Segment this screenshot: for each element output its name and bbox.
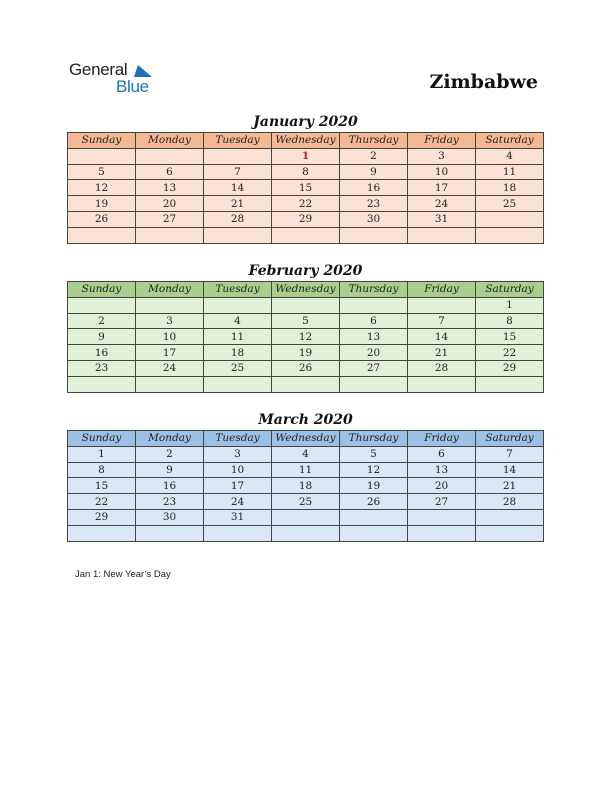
weekday-header: Friday xyxy=(408,431,476,447)
day-cell: 18 xyxy=(204,345,272,361)
weekday-header: Tuesday xyxy=(204,431,272,447)
calendar-grid xyxy=(67,430,544,542)
day-cell: 21 xyxy=(476,478,544,494)
day-cell: 23 xyxy=(340,196,408,212)
day-cell: 29 xyxy=(476,360,544,376)
day-cell: 18 xyxy=(476,180,544,196)
day-cell: 12 xyxy=(272,329,340,345)
day-cell: 24 xyxy=(204,494,272,510)
week-row xyxy=(68,297,544,313)
day-cell: 21 xyxy=(408,345,476,361)
day-cell: 30 xyxy=(340,211,408,227)
day-cell: 18 xyxy=(272,478,340,494)
day-cell xyxy=(136,376,204,392)
day-cell: 9 xyxy=(340,164,408,180)
day-cell: 24 xyxy=(136,360,204,376)
day-cell: 28 xyxy=(408,360,476,376)
day-cell xyxy=(272,376,340,392)
day-cell xyxy=(476,227,544,243)
day-cell: 30 xyxy=(136,509,204,525)
holiday-list: Jan 1: New Year’s Day xyxy=(75,569,171,580)
day-cell xyxy=(68,227,136,243)
day-cell: 1 xyxy=(68,446,136,462)
day-cell: 22 xyxy=(476,345,544,361)
weekday-header: Tuesday xyxy=(204,282,272,298)
calendar-grid xyxy=(67,132,544,244)
day-cell: 26 xyxy=(68,211,136,227)
day-cell: 23 xyxy=(136,494,204,510)
day-cell: 20 xyxy=(340,345,408,361)
day-cell: 20 xyxy=(136,196,204,212)
day-cell: 14 xyxy=(408,329,476,345)
day-cell: 12 xyxy=(340,462,408,478)
day-cell: 10 xyxy=(136,329,204,345)
day-cell: 17 xyxy=(136,345,204,361)
day-cell: 13 xyxy=(340,329,408,345)
weekday-header: Wednesday xyxy=(272,133,340,149)
weekday-header: Monday xyxy=(136,282,204,298)
day-cell: 15 xyxy=(68,478,136,494)
day-cell: 7 xyxy=(204,164,272,180)
month-title: February 2020 xyxy=(248,263,363,279)
day-cell xyxy=(204,376,272,392)
day-cell: 16 xyxy=(136,478,204,494)
day-cell: 7 xyxy=(408,313,476,329)
day-cell xyxy=(68,376,136,392)
day-cell xyxy=(68,525,136,541)
day-cell: 8 xyxy=(476,313,544,329)
day-cell xyxy=(340,376,408,392)
week-row xyxy=(68,462,544,478)
weekday-header: Thursday xyxy=(340,431,408,447)
day-cell xyxy=(340,525,408,541)
day-cell: 4 xyxy=(204,313,272,329)
day-cell: 27 xyxy=(340,360,408,376)
month-january xyxy=(67,112,544,244)
weekday-header: Saturday xyxy=(476,133,544,149)
day-cell: 6 xyxy=(408,446,476,462)
day-cell: 7 xyxy=(476,446,544,462)
weekday-header: Saturday xyxy=(476,431,544,447)
day-cell xyxy=(408,525,476,541)
day-cell: 26 xyxy=(272,360,340,376)
day-cell: 1 xyxy=(272,148,340,164)
day-cell: 3 xyxy=(408,148,476,164)
day-cell: 29 xyxy=(272,211,340,227)
week-row xyxy=(68,313,544,329)
day-cell xyxy=(476,525,544,541)
week-row xyxy=(68,360,544,376)
day-cell: 2 xyxy=(340,148,408,164)
day-cell: 3 xyxy=(204,446,272,462)
day-cell xyxy=(136,148,204,164)
day-cell: 19 xyxy=(68,196,136,212)
day-cell xyxy=(272,525,340,541)
day-cell: 28 xyxy=(204,211,272,227)
week-row xyxy=(68,446,544,462)
week-row xyxy=(68,478,544,494)
weekday-header: Sunday xyxy=(68,133,136,149)
weekday-header: Thursday xyxy=(340,133,408,149)
weekday-header: Monday xyxy=(136,133,204,149)
day-cell: 15 xyxy=(272,180,340,196)
day-cell: 10 xyxy=(204,462,272,478)
day-cell: 27 xyxy=(408,494,476,510)
weekday-header: Thursday xyxy=(340,282,408,298)
week-row xyxy=(68,148,544,164)
day-cell: 5 xyxy=(68,164,136,180)
day-cell: 16 xyxy=(340,180,408,196)
day-cell xyxy=(204,227,272,243)
day-cell xyxy=(408,509,476,525)
day-cell xyxy=(204,297,272,313)
weekday-header: Wednesday xyxy=(272,282,340,298)
day-cell: 10 xyxy=(408,164,476,180)
day-cell xyxy=(340,509,408,525)
day-cell xyxy=(408,227,476,243)
week-row xyxy=(68,329,544,345)
day-cell: 13 xyxy=(408,462,476,478)
day-cell xyxy=(408,376,476,392)
weekday-header: Monday xyxy=(136,431,204,447)
day-cell: 22 xyxy=(272,196,340,212)
day-cell: 17 xyxy=(204,478,272,494)
day-cell: 20 xyxy=(408,478,476,494)
calendar-grid xyxy=(67,281,544,393)
week-row xyxy=(68,494,544,510)
day-cell: 25 xyxy=(272,494,340,510)
day-cell xyxy=(68,148,136,164)
day-cell xyxy=(476,376,544,392)
day-cell xyxy=(272,297,340,313)
day-cell: 2 xyxy=(136,446,204,462)
weekday-header: Saturday xyxy=(476,282,544,298)
weekday-header: Tuesday xyxy=(204,133,272,149)
day-cell: 27 xyxy=(136,211,204,227)
day-cell: 31 xyxy=(408,211,476,227)
day-cell: 28 xyxy=(476,494,544,510)
day-cell: 3 xyxy=(136,313,204,329)
month-march xyxy=(67,410,544,542)
day-cell: 13 xyxy=(136,180,204,196)
day-cell: 12 xyxy=(68,180,136,196)
day-cell xyxy=(476,211,544,227)
week-row xyxy=(68,164,544,180)
week-row xyxy=(68,211,544,227)
day-cell xyxy=(136,227,204,243)
generalblue-logo xyxy=(69,60,169,96)
day-cell: 24 xyxy=(408,196,476,212)
month-title: January 2020 xyxy=(253,114,358,130)
day-cell: 9 xyxy=(136,462,204,478)
weekday-header: Sunday xyxy=(68,431,136,447)
logo-text-general: General xyxy=(69,60,128,79)
day-cell xyxy=(68,297,136,313)
day-cell: 4 xyxy=(476,148,544,164)
day-cell xyxy=(408,297,476,313)
weekday-header: Friday xyxy=(408,133,476,149)
day-cell: 16 xyxy=(68,345,136,361)
logo-triangle-icon xyxy=(134,63,152,77)
weekday-header: Wednesday xyxy=(272,431,340,447)
week-row xyxy=(68,227,544,243)
day-cell xyxy=(340,297,408,313)
weekday-header: Friday xyxy=(408,282,476,298)
day-cell: 14 xyxy=(204,180,272,196)
day-cell: 31 xyxy=(204,509,272,525)
day-cell: 8 xyxy=(272,164,340,180)
day-cell xyxy=(340,227,408,243)
logo-text-blue: Blue xyxy=(116,77,149,96)
day-cell: 9 xyxy=(68,329,136,345)
day-cell: 26 xyxy=(340,494,408,510)
day-cell: 19 xyxy=(340,478,408,494)
day-cell: 2 xyxy=(68,313,136,329)
week-row xyxy=(68,509,544,525)
day-cell: 15 xyxy=(476,329,544,345)
day-cell xyxy=(136,525,204,541)
day-cell: 19 xyxy=(272,345,340,361)
day-cell: 6 xyxy=(136,164,204,180)
day-cell: 11 xyxy=(272,462,340,478)
day-cell: 5 xyxy=(340,446,408,462)
day-cell: 22 xyxy=(68,494,136,510)
month-title: March 2020 xyxy=(258,412,353,428)
day-cell: 17 xyxy=(408,180,476,196)
country-title: Zimbabwe xyxy=(429,71,538,93)
day-cell: 1 xyxy=(476,297,544,313)
day-cell: 21 xyxy=(204,196,272,212)
weekday-header: Sunday xyxy=(68,282,136,298)
day-cell: 29 xyxy=(68,509,136,525)
day-cell: 25 xyxy=(476,196,544,212)
week-row xyxy=(68,196,544,212)
day-cell xyxy=(204,148,272,164)
day-cell xyxy=(476,509,544,525)
week-row xyxy=(68,525,544,541)
day-cell xyxy=(204,525,272,541)
month-february xyxy=(67,261,544,393)
day-cell xyxy=(272,227,340,243)
day-cell: 4 xyxy=(272,446,340,462)
week-row xyxy=(68,345,544,361)
week-row xyxy=(68,376,544,392)
day-cell: 6 xyxy=(340,313,408,329)
day-cell: 11 xyxy=(204,329,272,345)
day-cell: 11 xyxy=(476,164,544,180)
day-cell: 23 xyxy=(68,360,136,376)
week-row xyxy=(68,180,544,196)
day-cell: 8 xyxy=(68,462,136,478)
day-cell: 25 xyxy=(204,360,272,376)
day-cell: 5 xyxy=(272,313,340,329)
day-cell xyxy=(136,297,204,313)
day-cell: 14 xyxy=(476,462,544,478)
day-cell xyxy=(272,509,340,525)
